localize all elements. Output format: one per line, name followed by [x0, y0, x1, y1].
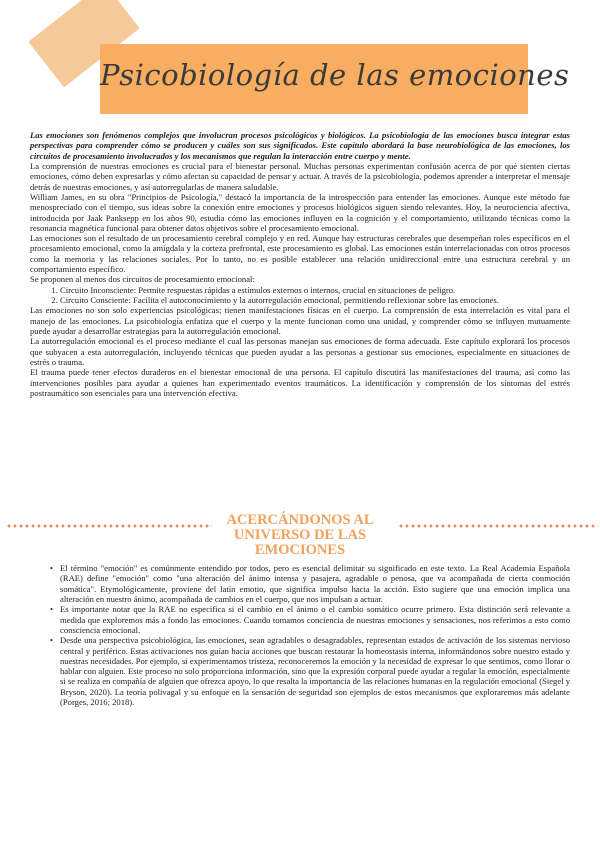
intro-paragraph: Las emociones son fenómenos complejos que involucran procesos psicológicos y biológicos. La psicobiología de las emociones busca integrar estas perspectivas para comprender cómo se producen y cuáles son sus significados. Este capítulo abordará la base neurobiológica de las emociones, los circuitos de procesamiento involucrados y los mecanismos que regulan la interacción entre cuerpo y mente. — [30, 130, 570, 161]
list-item: • Desde una perspectiva psicobiológica, las emociones, sean agradables o desagradables, representan estados de activación de los sistemas nervioso central y periférico. Estas activaciones nos guían hacia acciones que buscan restaurar la homeostasis interna, informándonos sobre nuestro estado y nuestras necesidades. Por ejemplo, si experimentamos tristeza, reconoceremos la emoción y la necesidad de expresar lo que sentimos, como llorar o hablar con alguien. Este proceso no solo proporciona información, sino que la expresión corporal puede ayudar a regular la emoción, especialmente si se realiza en compañía de alguien que ofrezca apoyo, lo que resalta la importancia de las relaciones humanas en la regulación emocional (Siegel y Bryson, 2020). La teoría polivagal y su enfoque en la sensación de seguridad son ejemplos de estos mecanismos que exploraremos más adelante (Porges, 2016; 2018). — [60, 635, 570, 707]
list-item: 2. Circuito Consciente: Facilita el autoconocimiento y la autorregulación emocional, permitiendo reflexionar sobre las emociones. — [60, 295, 570, 305]
main-text — [30, 130, 570, 398]
circuits-list — [30, 285, 570, 306]
paragraph: Las emociones son el resultado de un procesamiento cerebral complejo y en red. Aunque hay estructuras cerebrales que desempeñan roles específicos en el procesamiento emocional, como la amígdala y la corteza prefrontal, este procesamiento es global. Las emociones están interrelacionadas con otros procesos como la memoria y las relaciones sociales. Por lo tanto, no es posible establecer una relación unidireccional entre una estructura cerebral y un comportamiento específico. — [30, 233, 570, 275]
dotted-line-right — [398, 523, 598, 529]
bullet-list — [30, 563, 570, 707]
section-heading: ACERCÁNDONOS AL UNIVERSO DE LAS EMOCIONES — [226, 512, 374, 559]
paragraph: William James, en su obra "Principios de Psicología," destacó la importancia de la introspección para entender las emociones. Aunque este método fue menospreciado con el tiempo, sus ideas sobre la conexión entre emociones y procesos biológicos siguen siendo relevantes. Hoy, la neurociencia afectiva, introducida por Jaak Panksepp en los años 90, estudia cómo las emociones influyen en la cognición y el comportamiento, utilizando técnicas como la resonancia magnética funcional para obtener datos objetivos sobre el procesamiento emocional. — [30, 191, 570, 233]
page-title: Psicobiología de las emociones — [100, 58, 570, 92]
paragraph: Las emociones no son solo experiencias psicológicas; tienen manifestaciones físicas en el cuerpo. La comprensión de esta interrelación es vital para el manejo de las emociones. La psicobiología enfatiza que el cuerpo y la mente funcionan como una unidad, y comprender cómo se influyen mutuamente puede ayudar a desarrollar estrategias para la autorregulación emocional. — [30, 305, 570, 336]
dotted-line-left — [6, 523, 212, 529]
list-item: 1. Circuito Inconsciente: Permite respuestas rápidas a estímulos externos o internos, crucial en situaciones de peligro. — [60, 285, 570, 295]
paragraph: Se proponen al menos dos circuitos de procesamiento emocional: — [30, 274, 255, 285]
paragraph: El trauma puede tener efectos duraderos en el bienestar emocional de una persona. El capítulo discutirá las manifestaciones del trauma, así como las intervenciones posibles para ayudar a quienes han experimentado eventos traumáticos. La identificación y comprensión de los síntomas del estrés postraumático son esenciales para una intervención efectiva. — [30, 367, 570, 398]
title-banner — [100, 44, 570, 114]
list-item: • Es importante notar que la RAE no especifica si el cambio en el ánimo o el cambio somático ocurre primero. Esta distinción será relevante a medida que exploremos más a fondo las emociones. Cuando tomamos conciencia de nuestras emociones y sensaciones, nos referimos a esto como consciencia emocional. — [60, 604, 570, 635]
paragraph: La comprensión de nuestras emociones es crucial para el bienestar personal. Muchas personas experimentan confusión acerca de por qué sienten ciertas emociones, cómo deben expresarlas y cómo afectan su capacidad de pensar y actuar. A través de la psicobiología, podemos aprender a interpretar el mensaje detrás de nuestras emociones, y así autorregularlas de manera saludable. — [30, 160, 570, 192]
paragraph: La autorregulación emocional es el proceso mediante el cual las personas manejan sus emociones de forma adecuada. Este capítulo explorará los procesos que subyacen a esta autorregulación, incluyendo técnicas que pueden ayudar a las personas a gestionar sus emociones, especialmente en situaciones de estrés o trauma. — [30, 336, 570, 367]
list-item: • El término "emoción" es comúnmente entendido por todos, pero es esencial delimitar su significado en este texto. La Real Academia Española (RAE) define "emoción" como "una alteración del ánimo intensa y pasajera, agradable o penosa, que va acompañada de cierta conmoción somática". Etymológicamente, proviene del latín emotio, que significa impulso hacia la acción. Esto sugiere que una emoción implica una alteración en nuestro ánimo, acompañada de cambios en el cuerpo, que nos impulsan a actuar. — [60, 563, 570, 604]
